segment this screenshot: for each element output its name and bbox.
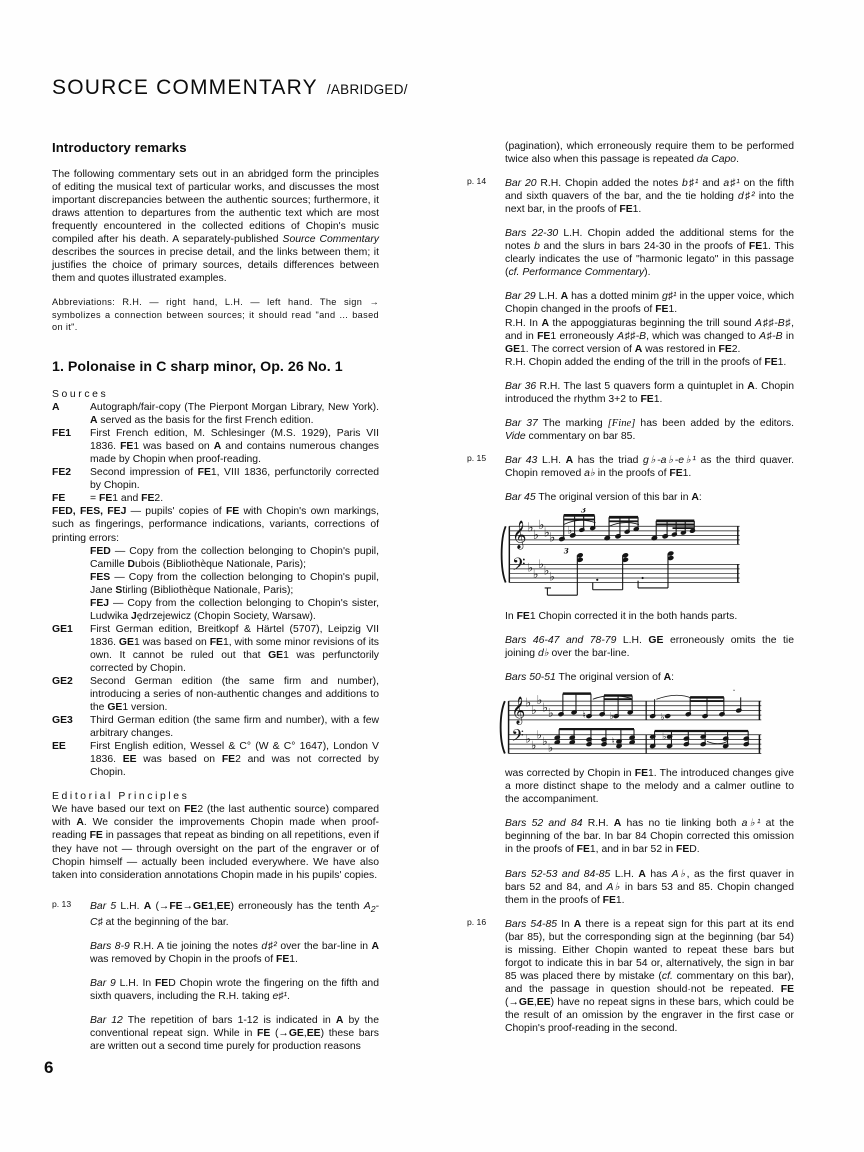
bar-note-text: Bar 43 L.H. A has the triad g♭-a♭-e♭¹ as the third quaver. Chopin removed a♭ in the proofs of FE1. — [505, 454, 794, 479]
source-sigil: GE3 — [52, 715, 73, 727]
svg-text:♮: ♮ — [582, 710, 586, 722]
page-reference: p. 14 — [467, 176, 487, 187]
source-sigil: A — [52, 402, 60, 414]
svg-text:♭: ♭ — [662, 731, 667, 743]
editorial-principles-block — [52, 791, 379, 881]
page-title-main: SOURCE COMMENTARY — [52, 76, 318, 99]
bar-note — [467, 454, 794, 480]
bar-note — [467, 417, 794, 443]
svg-text:♭: ♭ — [543, 563, 550, 578]
svg-text:♭: ♭ — [549, 529, 556, 545]
source-entry — [52, 427, 379, 466]
svg-text:♮: ♮ — [611, 736, 615, 748]
source-entry — [52, 466, 379, 492]
source-description: FED, FES, FEJ — pupils' copies of FE with Chopin's own markings, such as fingerings, performance indications, variants, corrections of printing errors: — [52, 506, 379, 544]
bar-note-text: Bars 52-53 and 84-85 L.H. A has A♭, as the first quaver in bars 52 and 84, and A♭ in bars 53 and 85. Chopin changed them in the proofs of FE1. — [505, 868, 794, 906]
source-subentry: FED — Copy from the collection belonging to Chopin's pupil, Camille Dubois (Bibliothèque Nationale, Paris); — [90, 545, 379, 570]
bar-note-after-music — [467, 767, 794, 806]
svg-text:♭: ♭ — [536, 728, 542, 742]
svg-text:♭: ♭ — [543, 524, 550, 540]
music-example-bars-50-51 — [493, 688, 793, 761]
bar-note-text: Bars 8-9 R.H. A tie joining the notes d♯² over the bar-line in A was removed by Chopin in the proofs of FE1. — [90, 940, 379, 965]
bar-note-text: Bar 12 The repetition of bars 1-12 is indicated in A by the conventional repeat sign. While in FE (→GE,EE) these bars are written out a second time purely for production reasons — [90, 1015, 379, 1053]
source-entry — [52, 740, 379, 779]
svg-text:♭: ♭ — [525, 695, 532, 710]
bar-note-text: In FE1 Chopin corrected it in the both hands parts. — [505, 611, 738, 623]
editorial-principles-heading: Editorial Principles — [52, 791, 190, 803]
source-sigil: GE2 — [52, 676, 73, 688]
svg-text:3: 3 — [580, 508, 586, 515]
source-sigil: GE1 — [52, 623, 73, 635]
bar-note — [52, 977, 379, 1003]
svg-text:♭: ♭ — [542, 700, 549, 715]
source-entry — [52, 714, 379, 740]
svg-text:𝄢: 𝄢 — [511, 726, 525, 750]
bar-note-text: Bars 22-30 L.H. Chopin added the additional stems for the notes b and the slurs in bars 24-30 in the proofs of FE1. This clearly indicates the use of "harmonic legato" in this passage (cf. Performance Commentary). — [505, 228, 795, 279]
source-sigil: FE1 — [52, 428, 72, 440]
bar-note — [52, 940, 379, 966]
bar-note-text: was corrected by Chopin in FE1. The introduced changes give a more distinct shape to the melody and a calmer outline to the accompaniment. — [505, 768, 794, 806]
svg-text:♭: ♭ — [525, 732, 531, 746]
bar-note-text: Bar 9 L.H. In FED Chopin wrote the fingering on the fifth and sixth quavers, including the R.H. taking e♯¹. — [90, 977, 379, 1002]
svg-text:♭: ♭ — [538, 557, 544, 572]
svg-text:♭: ♭ — [547, 741, 554, 755]
svg-text:♭: ♭ — [549, 569, 555, 584]
source-subentry: FEJ — Copy from the collection belonging to Chopin's sister, Ludwika Jędrzejewicz (Chopin Society, Warsaw). — [90, 597, 379, 622]
svg-text:♭: ♭ — [531, 703, 537, 718]
svg-text:♭: ♭ — [527, 560, 534, 575]
bar-note — [467, 634, 794, 660]
svg-text:♭: ♭ — [660, 712, 665, 724]
svg-text:𝆉 — [733, 690, 735, 692]
source-subentry: FES — Copy from the collection belonging to Chopin's pupil, Jane Stirling (Bibliothèque Nationale, Paris); — [90, 571, 379, 596]
bar-note — [52, 900, 379, 929]
page-title — [52, 76, 408, 100]
svg-text:♭: ♭ — [538, 517, 545, 533]
bar-note — [467, 290, 794, 368]
bar-note-text: Bar 37 The marking [Fine] has been added by the editors. Vide commentary on bar 85. — [505, 417, 794, 442]
editorial-principles-text: We have based our text on FE2 (the last authentic source) compared with A. We consider the improvements Chopin made when proof-reading FE in passages that repeat as binding on all repetitions, even if they have not — through oversight on the part of the engraver or of Chopin himself — actually been included everywhere. We have also taken into consideration annotations Chopin made in his pupils' copies. — [52, 804, 380, 881]
sources-heading: Sources — [52, 389, 109, 401]
bar-note-after-music — [467, 610, 794, 623]
bar-note-text: Bars 46-47 and 78-79 L.H. GE erroneously omits the tie joining d♭ over the bar-line. — [505, 635, 794, 660]
svg-text:♭: ♭ — [547, 706, 554, 721]
work-heading: 1. Polonaise in C sharp minor, Op. 26 No. 1 — [52, 359, 343, 376]
svg-text:♭: ♭ — [532, 567, 539, 582]
source-entry — [52, 623, 379, 675]
bar-note-with-music — [467, 491, 794, 504]
abbreviations-paragraph: Abbreviations: R.H. — right hand, L.H. — left hand. The sign → symbolizes a connection between sources; it should read "and ... based on it". — [52, 297, 379, 332]
source-description: Second impression of FE1, VIII 1836, perfunctorily corrected by Chopin. — [90, 467, 379, 492]
bar-note — [467, 380, 794, 406]
source-sigil: FE2 — [52, 467, 72, 479]
svg-text:3: 3 — [563, 546, 569, 556]
svg-text:♭: ♭ — [542, 735, 548, 749]
svg-text:𝄞: 𝄞 — [511, 696, 526, 725]
svg-text:♭: ♭ — [527, 519, 534, 535]
bar-note-text-extra: R.H. Chopin added the ending of the trill in the proofs of FE1. — [505, 356, 787, 368]
bar-note-text: Bar 20 R.H. Chopin added the notes b♯¹ and a♯¹ on the fifth and sixth quavers of the bar, and the tie holding d♯² into the next bar, in the proofs of FE1. — [505, 178, 795, 216]
bar-note-text: Bar 5 L.H. A (→FE→GE1,EE) erroneously has the tenth $A_2-C♯$ at the beginning of the bar. — [90, 900, 379, 928]
page-reference: p. 16 — [467, 916, 487, 927]
introductory-remarks-heading: Introductory remarks — [52, 140, 187, 155]
source-description: First French edition, M. Schlesinger (M.S. 1929), Paris VII 1836. FE1 was based on A and contains numerous changes made by Chopin when proof-reading. — [90, 428, 379, 466]
bar-note-text: Bars 50-51 The original version of A: — [505, 672, 675, 684]
svg-text:♭: ♭ — [567, 525, 573, 537]
bar-note-text: Bars 52 and 84 R.H. A has no tie linking both a♭¹ at the beginning of the bar. In bar 84 Chopin corrected this omission in the proofs of FE1, and in bar 52 in FED. — [505, 818, 795, 856]
page-reference: p. 13 — [52, 898, 72, 909]
bar-note-text: (pagination), which erroneously require them to be performed twice also when this passage is repeated da Capo. — [505, 141, 794, 166]
bar-note — [467, 227, 794, 279]
source-description: First English edition, Wessel & C° (W & C° 1647), London V 1836. EE was based on FE2 and was not corrected by Chopin. — [90, 741, 379, 779]
bar-note — [52, 1014, 379, 1053]
source-sigil: FE — [52, 493, 66, 505]
bar-note-text: Bars 54-85 In A there is a repeat sign for this part at its end (bar 85), but the corresponding sign at the beginning (bar 54) is missing. Either Chopin wanted to repeat these bars but forgot to indicate this in bar 54 or, alternatively, the sign in bar 85 was placed there by mistake (cf. commentary on this bar), and the passage in question should·not be repeated. FE (→GE,EE) have no repeat signs in these bars, which could be the result of an omission by the engraver in the first case or Chopin's proof-reading in the second. — [505, 918, 794, 1035]
source-entry — [52, 401, 379, 427]
bar-note-continuation — [467, 140, 794, 166]
intro-paragraph: The following commentary sets out in an abridged form the principles of editing the musical text of particular works, and discusses the most important discrepancies between the authentic sources; furthermore, it draws attention to departures from the authentic text which are most frequently encountered in the collected editions of Chopin's music compiled after his death. A separately-published Source Commentary describes the sources in precise detail, and the links between them; it justifies the choice of primary sources, details differences between them and quotes illustrated examples. — [52, 169, 379, 285]
sources-list — [52, 401, 379, 779]
svg-text:♭: ♭ — [536, 693, 543, 708]
source-description: = FE1 and FE2. — [90, 493, 164, 505]
page-title-sub: /ABRIDGED/ — [326, 82, 408, 97]
source-entry-fed-fes-fej — [52, 505, 379, 622]
bar-note — [467, 918, 794, 1035]
bar-note-text: Bar 36 R.H. The last 5 quavers form a quintuplet in A. Chopin introduced the rhythm 3+2 to FE1. — [505, 380, 794, 405]
bar-note-with-music — [467, 671, 794, 684]
right-column — [467, 140, 794, 1046]
bar-note-text: Bar 45 The original version of this bar in A: — [505, 491, 702, 503]
page-reference: p. 15 — [467, 452, 487, 463]
svg-text:♭: ♭ — [532, 527, 539, 543]
svg-text:𝄢: 𝄢 — [512, 554, 526, 579]
left-column — [52, 140, 379, 1064]
bar-note-text-extra: R.H. In A the appoggiaturas beginning the trill sound A♯♯-B♯, and in FE1 erroneously A♯♯-B, which was changed to A♯-B in GE1. The correct version of A was restored in FE2. — [505, 317, 794, 355]
bar-note — [467, 177, 794, 216]
bar-note — [467, 868, 794, 907]
bar-note-text: Bar 29 L.H. A has a dotted minim g♯¹ in the upper voice, which Chopin changed in the proofs of FE1. — [505, 291, 795, 316]
svg-text:♭: ♭ — [609, 711, 615, 723]
svg-text:♭: ♭ — [531, 739, 537, 753]
source-entry — [52, 675, 379, 714]
source-description: Autograph/fair-copy (The Pierpont Morgan Library, New York). A served as the basis for the first French edition. — [90, 402, 379, 427]
bar-note — [467, 817, 794, 856]
source-sigil: EE — [52, 741, 66, 753]
source-description: First German edition, Breitkopf & Härtel (5707), Leipzig VII 1836. GE1 was based on FE1, with some minor revisions of its own. It cannot be ruled out that GE1 was perfunctorily corrected by Chopin. — [90, 623, 379, 674]
svg-text:𝄞: 𝄞 — [512, 519, 527, 549]
music-example-bar-45 — [493, 508, 793, 599]
source-entry — [52, 492, 379, 505]
source-description: Second German edition (the same firm and number), introducing a series of non-authentic changes and additions to the GE1 version. — [90, 676, 379, 714]
page-number: 6 — [44, 1058, 54, 1077]
source-description: Third German edition (the same firm and number), with a few arbitrary changes. — [90, 715, 379, 740]
